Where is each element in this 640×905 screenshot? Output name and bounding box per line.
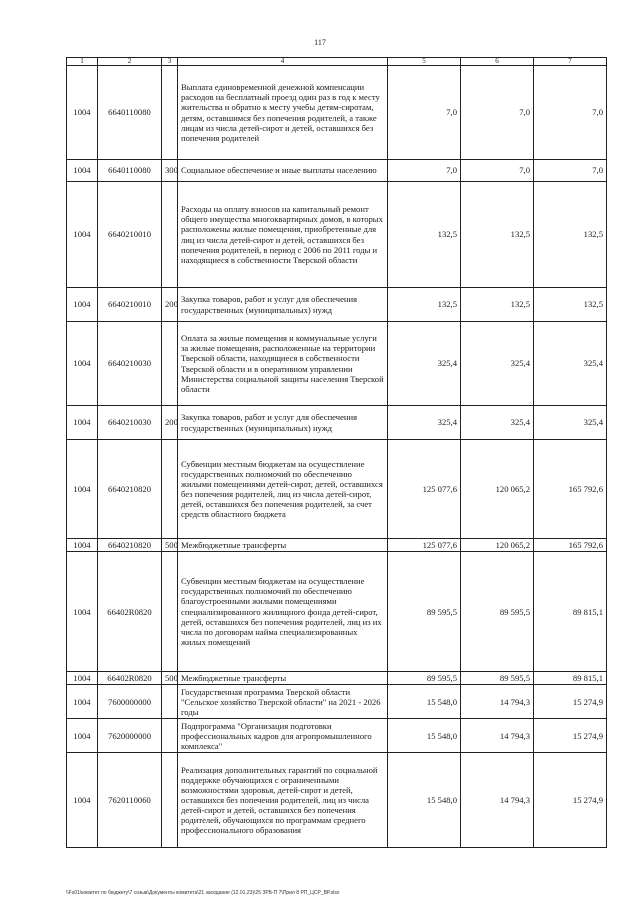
- expense-type-cell: 500: [162, 672, 178, 685]
- amount-year2-cell: 7,0: [461, 66, 534, 160]
- section-code-cell: 1004: [67, 160, 98, 182]
- amount-year3-cell: 165 792,6: [534, 539, 607, 552]
- item-name-cell: Субвенции местным бюджетам на осуществление государственных полномочий по обеспечению жилыми помещениями детей-сирот, детей, оставшихся без попечения родителей, лиц из числа детей-сирот, детей, оставшихся без попечения родителей, за счет средств областного бюджета: [178, 440, 388, 539]
- amount-year1-cell: 125 077,6: [388, 539, 461, 552]
- table-row: [67, 539, 607, 552]
- expense-type-cell: 200: [162, 288, 178, 322]
- file-path-footer: \\Fs01\комитет по бюджету\7 созыв\Документы комитета\21 заседание (12.01.23)\25 ЗРБ-П 7\Прил 8 РП_ЦСР_ВР.xlsx: [66, 890, 340, 896]
- item-name-cell: Социальное обеспечение и иные выплаты населению: [178, 160, 388, 182]
- amount-year3-cell: 132,5: [534, 288, 607, 322]
- section-code-cell: 1004: [67, 539, 98, 552]
- amount-year3-cell: 15 274,9: [534, 719, 607, 753]
- amount-year2-cell: 7,0: [461, 160, 534, 182]
- item-name-cell: Закупка товаров, работ и услуг для обеспечения государственных (муниципальных) нужд: [178, 406, 388, 440]
- expense-type-cell: [162, 753, 178, 848]
- amount-year3-cell: 7,0: [534, 160, 607, 182]
- item-name-cell: Закупка товаров, работ и услуг для обеспечения государственных (муниципальных) нужд: [178, 288, 388, 322]
- expense-type-cell: [162, 66, 178, 160]
- section-code-cell: 1004: [67, 753, 98, 848]
- expense-type-cell: 500: [162, 539, 178, 552]
- item-name-cell: Межбюджетные трансферты: [178, 539, 388, 552]
- amount-year1-cell: 89 595,5: [388, 672, 461, 685]
- target-article-cell: 7620000000: [98, 719, 162, 753]
- expense-type-cell: [162, 322, 178, 406]
- table-row: [67, 440, 607, 539]
- section-code-cell: 1004: [67, 440, 98, 539]
- expense-type-cell: [162, 182, 178, 288]
- amount-year3-cell: 325,4: [534, 406, 607, 440]
- section-code-cell: 1004: [67, 182, 98, 288]
- amount-year3-cell: 325,4: [534, 322, 607, 406]
- section-code-cell: 1004: [67, 322, 98, 406]
- table-row: [67, 406, 607, 440]
- target-article-cell: 6640210030: [98, 406, 162, 440]
- amount-year2-cell: 89 595,5: [461, 672, 534, 685]
- amount-year2-cell: 89 595,5: [461, 552, 534, 672]
- item-name-cell: Подпрограмма "Организация подготовки профессиональных кадров для агропромышленного комплекса": [178, 719, 388, 753]
- column-number-7: 7: [534, 58, 607, 66]
- amount-year1-cell: 325,4: [388, 322, 461, 406]
- section-code-cell: 1004: [67, 66, 98, 160]
- amount-year1-cell: 7,0: [388, 66, 461, 160]
- expense-type-cell: [162, 719, 178, 753]
- item-name-cell: Реализация дополнительных гарантий по социальной поддержке обучающихся с ограниченными возможностями здоровья, детей-сирот и детей, оставшихся без попечения родителей, лиц из числа детей-сирот и детей, оставшихся без попечения родителей, обучающихся по программам среднего профессионального образования: [178, 753, 388, 848]
- table-row: [67, 182, 607, 288]
- amount-year3-cell: 132,5: [534, 182, 607, 288]
- item-name-cell: Субвенции местным бюджетам на осуществление государственных полномочий по обеспечению благоустроенными жилыми помещениями специализированного жилищного фонда детей-сирот, детей, оставшихся без попечения родителей, лиц из их числа по договорам найма специализированных жилых помещений: [178, 552, 388, 672]
- column-number-4: 4: [178, 58, 388, 66]
- expense-type-cell: [162, 440, 178, 539]
- target-article-cell: 7620110060: [98, 753, 162, 848]
- section-code-cell: 1004: [67, 552, 98, 672]
- table-row: [67, 685, 607, 719]
- table-row: [67, 160, 607, 182]
- section-code-cell: 1004: [67, 685, 98, 719]
- table-row: [67, 719, 607, 753]
- amount-year2-cell: 325,4: [461, 322, 534, 406]
- amount-year1-cell: 15 548,0: [388, 719, 461, 753]
- amount-year2-cell: 132,5: [461, 182, 534, 288]
- amount-year1-cell: 132,5: [388, 288, 461, 322]
- amount-year2-cell: 14 794,3: [461, 753, 534, 848]
- target-article-cell: 66402R0820: [98, 552, 162, 672]
- expense-type-cell: 200: [162, 406, 178, 440]
- table-row: [67, 552, 607, 672]
- section-code-cell: 1004: [67, 406, 98, 440]
- item-name-cell: Государственная программа Тверской области "Сельское хозяйство Тверской области" на 2021 - 2026 годы: [178, 685, 388, 719]
- target-article-cell: 6640210820: [98, 539, 162, 552]
- amount-year2-cell: 325,4: [461, 406, 534, 440]
- page-number: 117: [314, 38, 326, 47]
- table-row: [67, 672, 607, 685]
- target-article-cell: 6640110080: [98, 160, 162, 182]
- item-name-cell: Расходы на оплату взносов на капитальный ремонт общего имущества многоквартирных домов, в которых расположены жилые помещения, приобретенные для лиц из числа детей-сирот и детей, оставшихся без попечения родителей, в период с 2006 по 2011 годы и находящиеся в собственности Тверской области: [178, 182, 388, 288]
- target-article-cell: 7600000000: [98, 685, 162, 719]
- amount-year1-cell: 15 548,0: [388, 685, 461, 719]
- section-code-cell: 1004: [67, 288, 98, 322]
- table-row: [67, 288, 607, 322]
- amount-year2-cell: 14 794,3: [461, 719, 534, 753]
- expense-type-cell: [162, 552, 178, 672]
- amount-year2-cell: 14 794,3: [461, 685, 534, 719]
- column-number-5: 5: [388, 58, 461, 66]
- amount-year1-cell: 132,5: [388, 182, 461, 288]
- amount-year2-cell: 132,5: [461, 288, 534, 322]
- amount-year3-cell: 89 815,1: [534, 672, 607, 685]
- target-article-cell: 6640210030: [98, 322, 162, 406]
- amount-year3-cell: 15 274,9: [534, 685, 607, 719]
- column-number-1: 1: [67, 58, 98, 66]
- amount-year2-cell: 120 065,2: [461, 440, 534, 539]
- target-article-cell: 6640110080: [98, 66, 162, 160]
- table-row: [67, 322, 607, 406]
- item-name-cell: Межбюджетные трансферты: [178, 672, 388, 685]
- amount-year3-cell: 89 815,1: [534, 552, 607, 672]
- table-row: [67, 66, 607, 160]
- expense-type-cell: [162, 685, 178, 719]
- column-number-2: 2: [98, 58, 162, 66]
- table-row: [67, 753, 607, 848]
- section-code-cell: 1004: [67, 719, 98, 753]
- amount-year3-cell: 15 274,9: [534, 753, 607, 848]
- amount-year1-cell: 15 548,0: [388, 753, 461, 848]
- amount-year1-cell: 7,0: [388, 160, 461, 182]
- amount-year2-cell: 120 065,2: [461, 539, 534, 552]
- amount-year1-cell: 325,4: [388, 406, 461, 440]
- amount-year3-cell: 165 792,6: [534, 440, 607, 539]
- target-article-cell: 6640210010: [98, 182, 162, 288]
- amount-year1-cell: 125 077,6: [388, 440, 461, 539]
- item-name-cell: Оплата за жилые помещения и коммунальные услуги за жилые помещения, расположенные на территории Тверской области, находящиеся в собственности Тверской области и в оперативном управлении Министерства социальной защиты населения Тверской области: [178, 322, 388, 406]
- target-article-cell: 6640210010: [98, 288, 162, 322]
- expense-type-cell: 300: [162, 160, 178, 182]
- target-article-cell: 66402R0820: [98, 672, 162, 685]
- section-code-cell: 1004: [67, 672, 98, 685]
- budget-table: [66, 57, 607, 848]
- amount-year3-cell: 7,0: [534, 66, 607, 160]
- amount-year1-cell: 89 595,5: [388, 552, 461, 672]
- target-article-cell: 6640210820: [98, 440, 162, 539]
- table-header-row: [67, 58, 607, 66]
- table-body: [67, 66, 607, 848]
- column-number-3: 3: [162, 58, 178, 66]
- item-name-cell: Выплата единовременной денежной компенсации расходов на бесплатный проезд один раз в год к месту жительства и обратно к месту учебы детям-сиротам, детям, оставшимся без попечения родителей, а также лицам из числа детей-сирот и детей, оставшихся без попечения родителей: [178, 66, 388, 160]
- column-number-6: 6: [461, 58, 534, 66]
